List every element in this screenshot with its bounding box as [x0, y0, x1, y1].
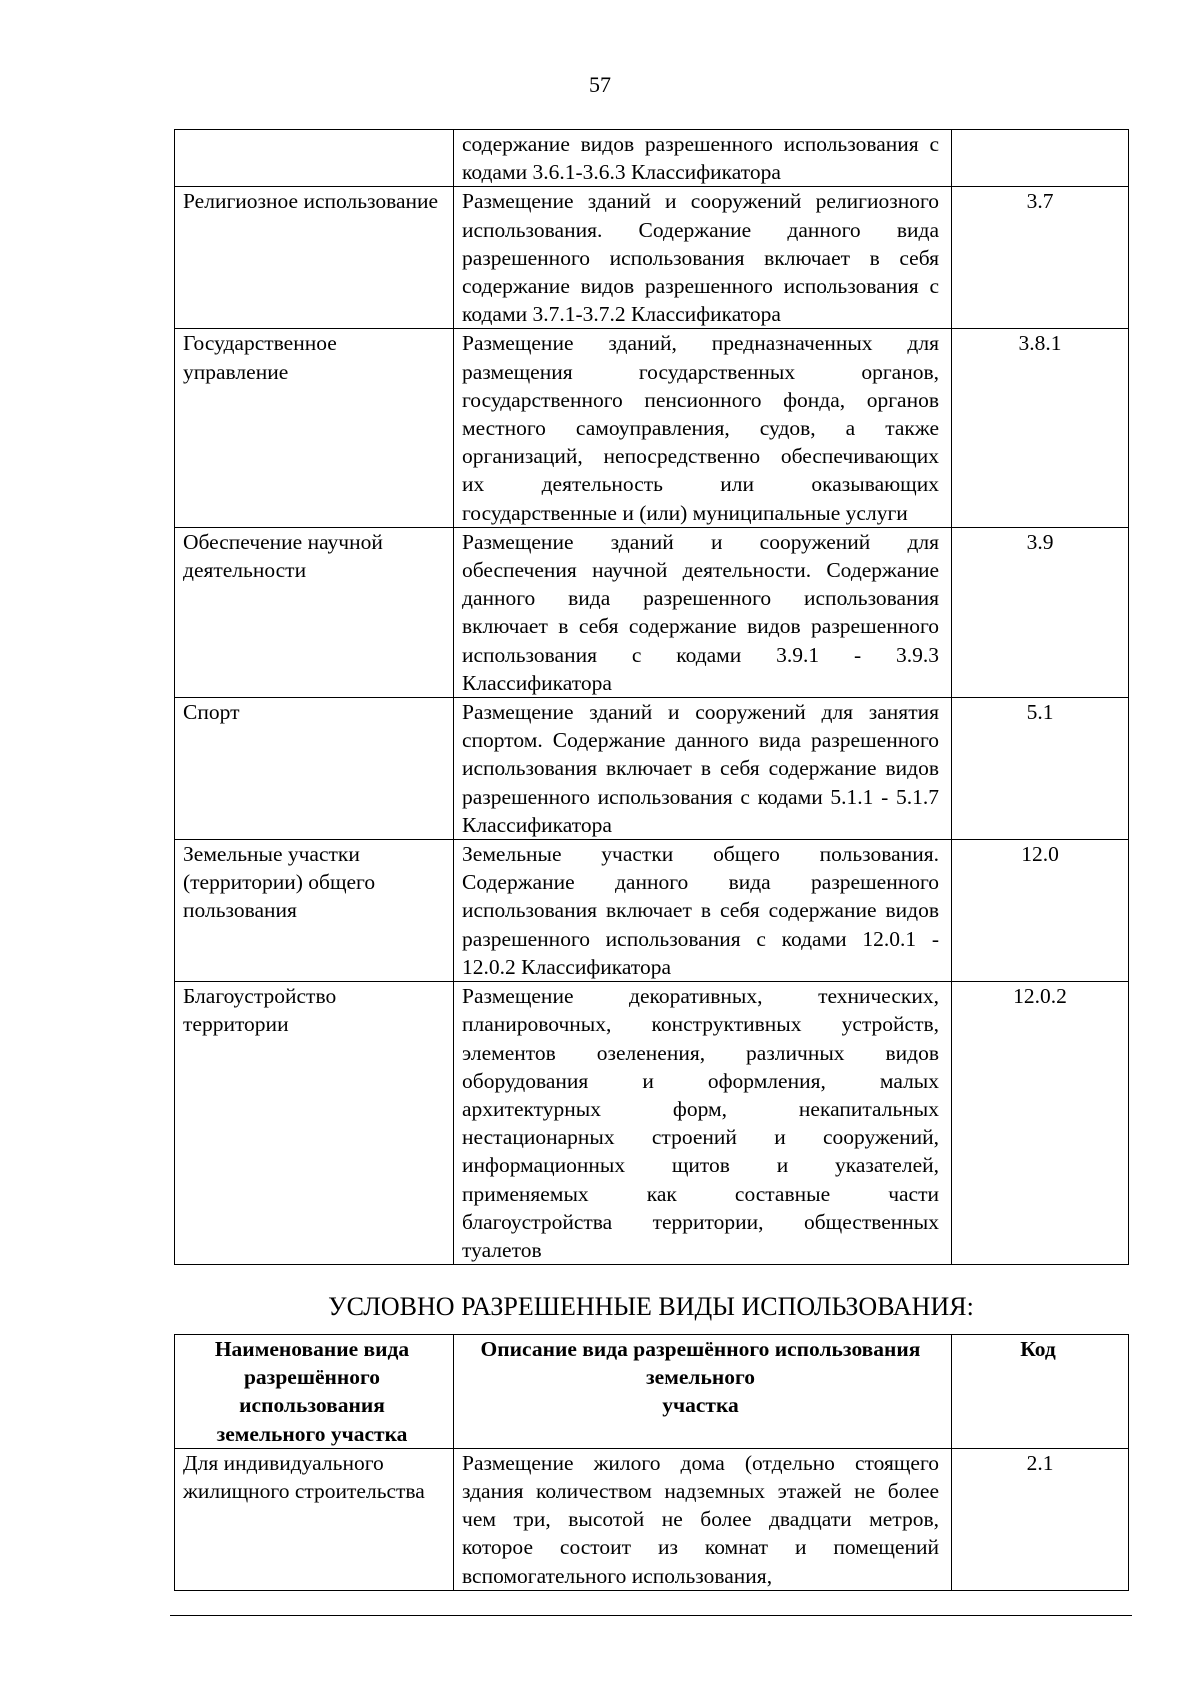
usage-code-cell: 3.9 — [952, 527, 1129, 697]
description-line: Земельные участки общего пользования. — [462, 842, 939, 867]
table-row — [175, 840, 1129, 982]
description-line: которое состоит из комнат и помещений — [462, 1535, 939, 1560]
description-line: государственного пенсионного фонда, органов — [462, 387, 939, 412]
usage-code-cell: 3.8.1 — [952, 329, 1129, 527]
section-heading: УСЛОВНО РАЗРЕШЕННЫЕ ВИДЫ ИСПОЛЬЗОВАНИЯ: — [328, 1292, 974, 1321]
description-line: их деятельность или оказывающих — [462, 472, 939, 497]
usage-code-cell: 2.1 — [952, 1448, 1129, 1590]
description-line: туалетов — [462, 1237, 542, 1262]
description-line: оборудования и оформления, малых — [462, 1068, 939, 1093]
description-line: содержание видов разрешенного использования с — [462, 274, 939, 299]
header-code-cell: Код — [952, 1335, 1129, 1449]
usage-name-cell: Обеспечение научной деятельности — [175, 527, 454, 697]
description-line: организаций, непосредственно обеспечивающих — [462, 444, 939, 469]
description-line: разрешенного использования с кодами 12.0.1 - — [462, 926, 939, 951]
description-line: информационных щитов и указателей, — [462, 1153, 939, 1178]
table-row — [175, 698, 1129, 840]
description-line: содержание видов разрешенного использования с — [462, 132, 939, 156]
usage-description-cell — [454, 329, 952, 527]
table-row — [175, 527, 1129, 697]
description-line: использования включает в себя содержание видов — [462, 756, 939, 781]
usage-name-cell: Земельные участки (территории) общего пользования — [175, 840, 454, 982]
description-line: Размещение жилого дома (отдельно стоящего — [462, 1450, 939, 1475]
table-row — [175, 329, 1129, 527]
description-line: архитектурных форм, некапитальных — [462, 1096, 939, 1121]
usage-description-cell — [454, 698, 952, 840]
description-line: элементов озеленения, различных видов — [462, 1040, 939, 1065]
description-line: чем три, высотой не более двадцати метров, — [462, 1507, 939, 1532]
description-line: кодами 3.6.1-3.6.3 Классификатора — [462, 160, 781, 185]
main-table-body — [175, 130, 1129, 1265]
header-description-line: земельного — [646, 1365, 755, 1390]
usage-description-cell — [454, 1448, 952, 1590]
description-line: кодами 3.7.1-3.7.2 Классификатора — [462, 302, 781, 327]
description-line: Содержание данного вида разрешенного — [462, 870, 939, 895]
description-line: местного самоуправления, судов, а также — [462, 416, 939, 441]
description-line: включает в себя содержание видов разрешенного — [462, 614, 939, 639]
usage-name-cell: Благоустройство территории — [175, 982, 454, 1265]
usage-code-cell: 12.0 — [952, 840, 1129, 982]
header-description-line: Описание вида разрешённого использования — [480, 1337, 921, 1361]
header-name-cell — [175, 1335, 454, 1449]
description-line: размещения государственных органов, — [462, 359, 939, 384]
description-line: Классификатора — [462, 670, 612, 695]
description-line: Размещение декоративных, технических, — [462, 984, 939, 1009]
description-line: использования включает в себя содержание видов — [462, 898, 939, 923]
usage-description-cell — [454, 130, 952, 187]
table-row — [175, 130, 1129, 187]
description-line: планировочных, конструктивных устройств, — [462, 1012, 939, 1037]
description-line: спортом. Содержание данного вида разрешенного — [462, 728, 939, 753]
usage-description-cell — [454, 527, 952, 697]
conditional-table-body — [175, 1448, 1129, 1590]
table-header-row — [175, 1335, 1129, 1449]
description-line: благоустройства территории, общественных — [462, 1209, 939, 1234]
usage-description-cell — [454, 187, 952, 329]
usage-code-cell — [952, 130, 1129, 187]
description-line: государственные и (или) муниципальные услуги — [462, 500, 908, 525]
description-line: данного вида разрешенного использования — [462, 586, 939, 611]
usage-name-cell: Для индивидуального жилищного строительства — [175, 1448, 454, 1590]
description-line: вспомогательного использования, — [462, 1563, 773, 1588]
table-row — [175, 1448, 1129, 1590]
header-description-cell — [454, 1335, 952, 1449]
table-row — [175, 982, 1129, 1265]
description-line: разрешенного использования с кодами 5.1.1 - 5.1.7 — [462, 784, 939, 809]
table-row — [175, 187, 1129, 329]
description-line: здания количеством надземных этажей не более — [462, 1479, 939, 1504]
header-name-line: использования — [239, 1393, 385, 1418]
header-name-line: Наименование вида — [214, 1337, 410, 1361]
description-line: использования с кодами 3.9.1 - 3.9.3 — [462, 642, 939, 667]
usage-name-cell — [175, 130, 454, 187]
usage-code-cell: 5.1 — [952, 698, 1129, 840]
description-line: 12.0.2 Классификатора — [462, 954, 672, 979]
description-line: Размещение зданий и сооружений для — [462, 529, 939, 554]
usage-description-cell — [454, 982, 952, 1265]
description-line: использования. Содержание данного вида — [462, 217, 939, 242]
conditional-usage-table — [174, 1334, 1129, 1591]
usage-name-cell: Спорт — [175, 698, 454, 840]
header-description-line: участка — [662, 1393, 739, 1418]
usage-name-cell: Религиозное использование — [175, 187, 454, 329]
footer-rule — [170, 1615, 1132, 1616]
usage-description-cell — [454, 840, 952, 982]
description-line: Размещение зданий и сооружений для занятия — [462, 700, 939, 725]
description-line: Размещение зданий и сооружений религиозного — [462, 189, 939, 214]
usage-code-cell: 3.7 — [952, 187, 1129, 329]
usage-code-cell: 12.0.2 — [952, 982, 1129, 1265]
description-line: нестационарных строений и сооружений, — [462, 1125, 939, 1150]
main-usage-table — [174, 129, 1129, 1265]
usage-name-cell: Государственное управление — [175, 329, 454, 527]
description-line: применяемых как составные части — [462, 1181, 939, 1206]
description-line: Размещение зданий, предназначенных для — [462, 331, 939, 356]
header-name-line: земельного участка — [216, 1421, 408, 1446]
page-number: 57 — [589, 72, 611, 97]
description-line: обеспечения научной деятельности. Содержание — [462, 558, 939, 583]
description-line: Классификатора — [462, 812, 612, 837]
description-line: разрешенного использования включает в себя — [462, 245, 939, 270]
header-name-line: разрешённого — [243, 1365, 381, 1390]
